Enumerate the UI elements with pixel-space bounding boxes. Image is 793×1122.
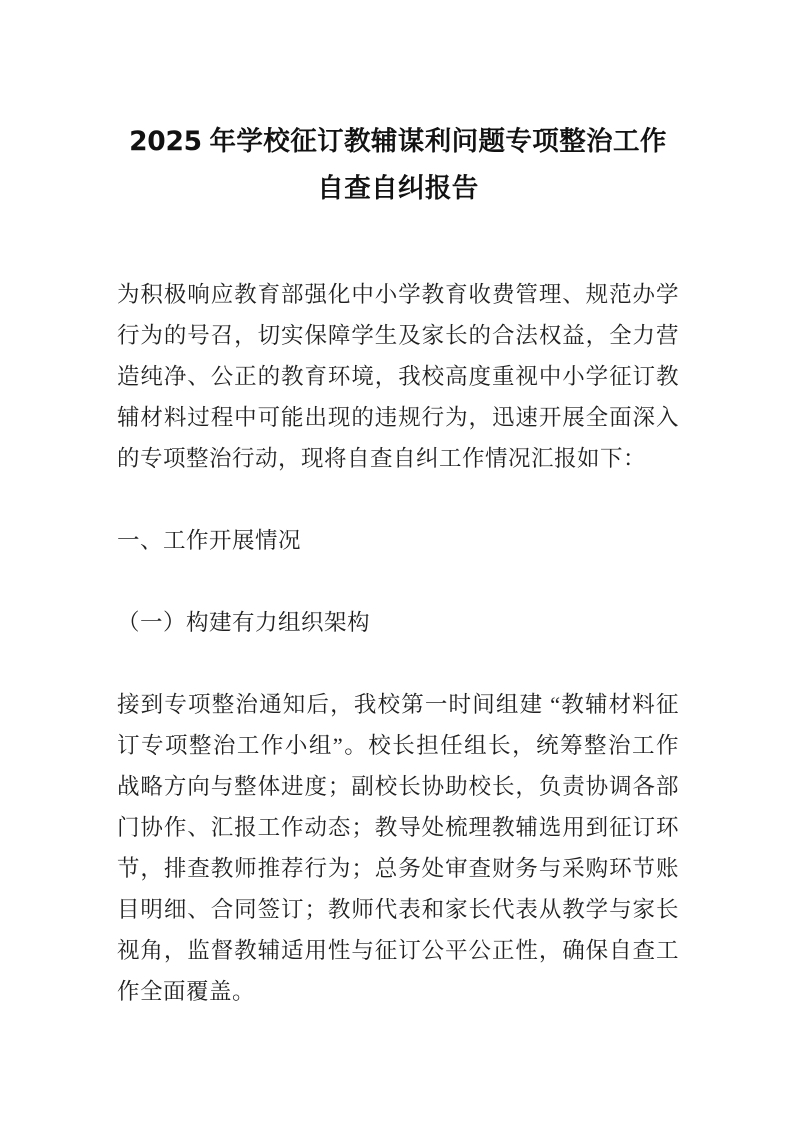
page-title [117,0,679,212]
page-title-year: 2025 [129,126,202,157]
intro-paragraph: 为积极响应教育部强化中小学教育收费管理、规范办学行为的号召，切实保障学生及家长的合法权益，全力营造纯净、公正的教育环境，我校高度重视中小学征订教辅材料过程中可能出现的违规行为，迅速开展全面深入的专项整治行动，现将自查自纠工作情况汇报如下： [117,282,679,471]
document-content [117,0,679,1012]
subsection-heading-1-1: （一）构建有力组织架构 [117,610,371,635]
document-body [117,274,679,1012]
organization-paragraph: 接到专项整治通知后，我校第一时间组建 “教辅材料征订专项整治工作小组”。校长担任组长，统筹整治工作战略方向与整体进度；副校长协助校长，负责协调各部门协作、汇报工作动态；教导处梳理教辅选用到征订环节，排查教师推荐行为；总务处审查财务与采购环节账目明细、合同签订；教师代表和家长代表从教学与家长视角，监督教辅适用性与征订公平公正性，确保自查工作全面覆盖。 [117,692,679,1004]
section-heading-1: 一、工作开展情况 [117,528,302,553]
page-title-rest: 年学校征订教辅谋利问题专项整治工作自查自纠报告 [209,126,667,203]
